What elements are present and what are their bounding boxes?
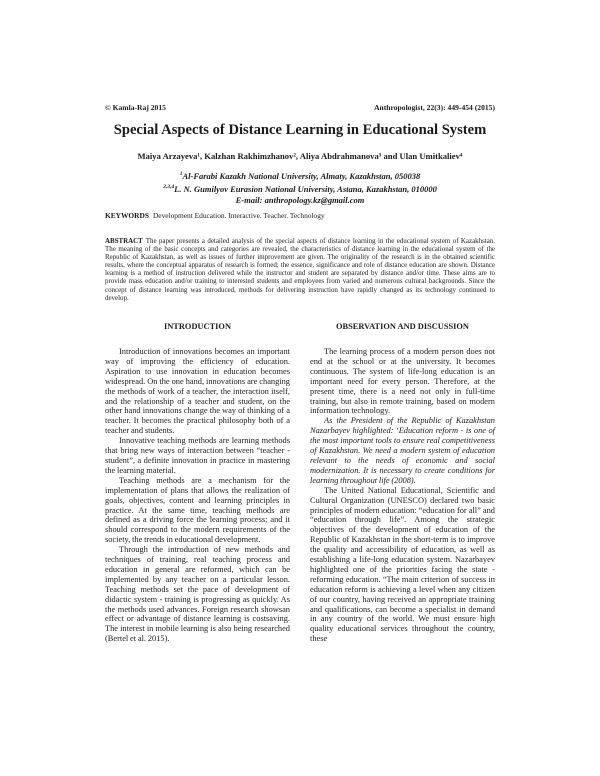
- affiliation-2: [90, 182, 510, 195]
- keywords: [105, 211, 495, 221]
- paragraph: Innovative teaching methods are learning methods that bring new ways of interaction between “teacher - student”, a definite innovation in practice in mastering the learning material.: [105, 436, 290, 475]
- affiliation-1-text: Al-Farabi Kazakh National University, Almaty, Kazakhstan, 050038: [182, 170, 421, 181]
- abstract-text: The paper presents a detailed analysis of the special aspects of distance learning in the educational system of Kazakhstan. The meaning of the basic concepts and categories are revealed, the characteristics of distance learning in the educational system of the Republic of Kazakhstan, as well as issues of further improvement are given. The originality of the research is in the obtained scientific results, where the conceptual apparatus of research is formed; the essence, significance and role of distance education are shown. Distance learning is a method of instruction delivered while the instructor and student are separated by distance and/or time. These aims are to provide mass education and/or training to interested students and employees from varied and numerous cultural backgrounds. Since the concept of distance learning was introduced, methods for delivering instruction have rapidly changed as its technology continued to develop.: [105, 237, 495, 302]
- affiliations: [90, 169, 510, 206]
- paper-title: Special Aspects of Distance Learning in Educational System: [113, 122, 487, 138]
- paragraph: Through the introduction of new methods and techniques of training, real teaching process and education in general are reformed, which can be implemented by any teacher on a particular lesson. Teaching methods set the pace of development of didactic system - training is progressing as quickly. As the methods used advances. Foreign research showsan effect or advantage of distance learning is costsaving. The interest in mobile learning is also being researched (Bertel et al. 2015).: [105, 545, 290, 644]
- journal-citation: Anthropologist, 22(3): 449-454 (2015): [374, 103, 495, 112]
- author-list: Maiya Arzayeva¹, Kalzhan Rakhimzhanov², Aliya Abdrahmanova³ and Ulan Umitkaliev⁴: [137, 151, 463, 161]
- paragraph: Teaching methods are a mechanism for the implementation of plans that allows the realization of goals, objectives, content and learning principles in practice. At the same time, teaching methods are defined as a driving force the learning process; and it should correspond to the modern requirements of the society, the trends in educational development.: [105, 475, 290, 545]
- paragraph: The learning process of a modern person does not end at the school or at the university. It becomes continuous. The system of life-long education is an important need for every person. Therefore, at the present time, there is a need not only in full-time training, but also in remote training, based on modern information technology.: [310, 347, 495, 416]
- affiliation-1: [90, 169, 510, 182]
- section-heading-introduction: INTRODUCTION: [163, 322, 231, 331]
- left-column: [105, 321, 290, 644]
- abstract-label: ABSTRACT: [105, 237, 143, 245]
- affiliation-2-text: L. N. Gumilyov Eurasion National University, Astana, Kazakhstan, 010000: [174, 183, 437, 194]
- copyright-notice: © Kamla-Raj 2015: [105, 103, 166, 112]
- quote-paragraph: As the President of the Republic of Kazakhstan Nazarbayev highlighted: ‘Education reform - is one of the most important tools to ensure real competitiveness of Kazakhstan. We need a modern system of education relevant to the needs of economic and social modernization. It is necessary to create conditions for learning throughout life (2008).: [310, 416, 495, 485]
- paragraph: Introduction of innovations becomes an important way of improving the efficiency of education. Aspiration to use innovation in education becomes widespread. On the one hand, innovations are changing the methods of work of a teacher, the interaction itself, and the relationship of a teacher and student, on the other hand innovations change the way of thinking of a teacher. It becomes the practical philosophy both of a teacher and students.: [105, 347, 290, 436]
- running-header: [105, 103, 495, 113]
- abstract: [105, 237, 495, 302]
- affiliation-1-marker: 1: [179, 171, 183, 177]
- affiliation-2-marker: 2,3,4: [163, 183, 175, 190]
- keywords-label: KEYWORDS: [105, 211, 149, 220]
- keywords-text: Development Education. Interactive. Teacher. Technology: [152, 211, 325, 220]
- paragraph: The United National Educational, Scientific and Cultural Organization (UNESCO) declared two basic principles of modern education: “education for all” and “education through life”. Among the strategic objectives of the development of education of the Republic of Kazakhstan in the short-term is to improve the quality and accessibility of education, as well as establishing a life-long education system. Nazarbayev highlighted one of the priorities facing the state - reforming education. “The main criterion of success in education reform is achieving a level when any citizen of our country, having received an appropriate training and qualifications, can become a specialist in demand in any country of the world. We must ensure high quality educational services throughout the country, these: [310, 485, 495, 644]
- section-heading-observation: OBSERVATION AND DISCUSSION: [336, 322, 469, 331]
- right-column: [310, 321, 495, 644]
- contact-email: E-mail: anthropology.kz@gmail.com: [235, 194, 365, 205]
